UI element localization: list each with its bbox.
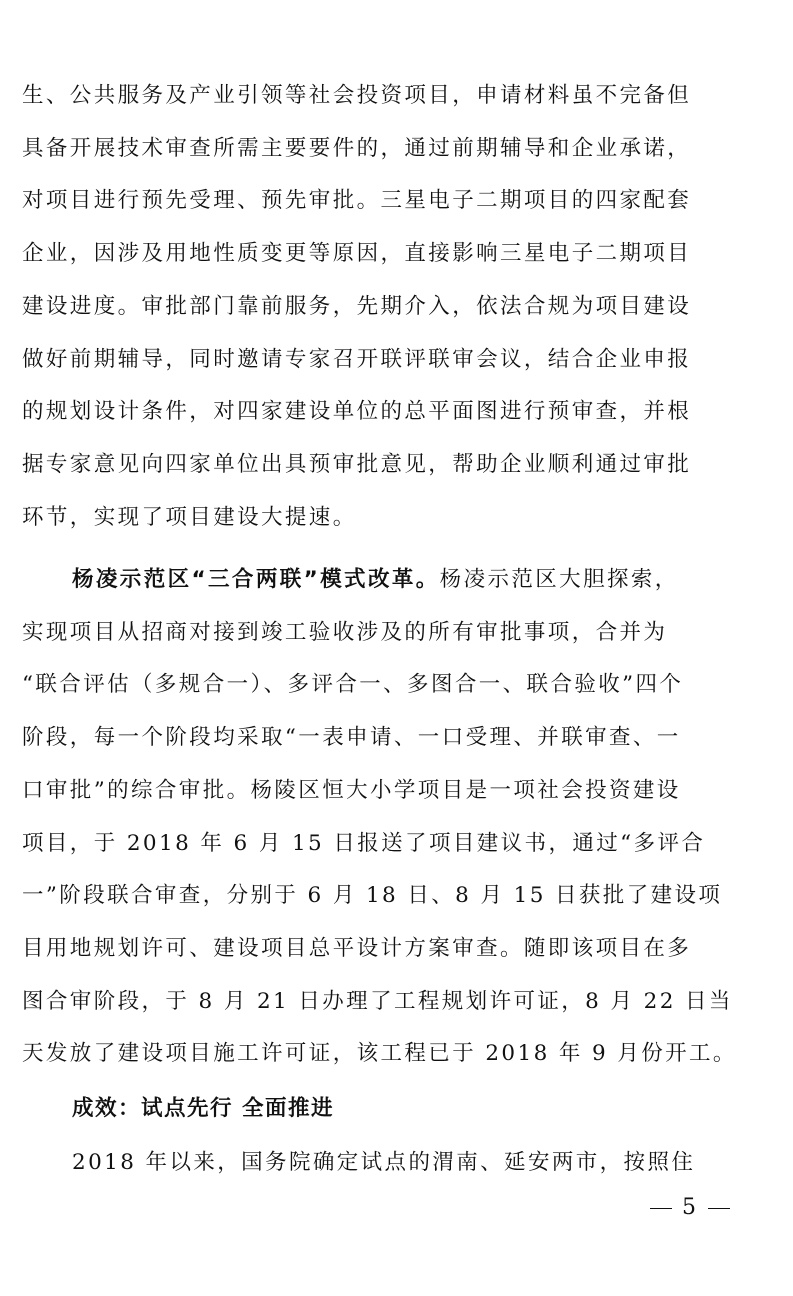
text-line: 阶段，每一个阶段均采取“一表申请、一口受理、并联审查、一 — [22, 725, 681, 751]
text-line: 具备开展技术审查所需主要要件的，通过前期辅导和企业承诺， — [22, 135, 692, 161]
text-line: 据专家意见向四家单位出具预审批意见，帮助企业顺利通过审批 — [22, 451, 692, 477]
text-line: 建设进度。审批部门靠前服务，先期介入，依法合规为项目建设 — [22, 293, 692, 319]
text-line: 天发放了建设项目施工许可证，该工程已于 2018 年 9 月份开工。 — [22, 1041, 737, 1067]
text-line: 口审批”的综合审批。杨陵区恒大小学项目是一项社会投资建设 — [22, 777, 681, 803]
paragraph-results — [22, 1137, 774, 1190]
text-line: “联合评估（多规合一）、多评合一、多图合一、联合验收”四个 — [22, 672, 684, 698]
text-line — [22, 554, 774, 607]
text-line: 2018 年以来，国务院确定试点的渭南、延安两市，按照住 — [72, 1150, 696, 1175]
page-number-dash-left — [650, 1208, 672, 1209]
text-line: 生、公共服务及产业引领等社会投资项目，申请材料虽不完备但 — [22, 83, 692, 108]
text-line: 一”阶段联合审查，分别于 6 月 18 日、8 月 15 日获批了建设项 — [22, 883, 723, 909]
text-line: 对项目进行预先受理、预先审批。三星电子二期项目的四家配套 — [22, 188, 692, 214]
text-line: 实现项目从招商对接到竣工验收涉及的所有审批事项，合并为 — [22, 619, 668, 645]
text-line: 环节，实现了项目建设大提速。 — [22, 504, 357, 530]
text-line: 项目，于 2018 年 6 月 15 日报送了项目建议书，通过“多评合 — [22, 830, 706, 856]
paragraph-lead: 杨凌示范区“三合两联”模式改革。 — [72, 567, 440, 592]
paragraph-approval-precheck — [22, 70, 774, 544]
page-number-dash-right — [708, 1208, 730, 1209]
text-line: 企业，因涉及用地性质变更等原因，直接影响三星电子二期项目 — [22, 241, 692, 267]
text-fragment: 杨凌示范区大胆探索， — [439, 567, 679, 592]
text-line: 图合审阶段，于 8 月 21 日办理了工程规划许可证，8 月 22 日当 — [22, 988, 733, 1014]
page-number — [640, 1195, 740, 1220]
section-heading: 成效：试点先行 全面推进 — [72, 1096, 334, 1121]
page-number-value: 5 — [682, 1195, 698, 1220]
text-line: 的规划设计条件，对四家建设单位的总平面图进行预审查，并根 — [22, 399, 692, 425]
text-line: 目用地规划许可、建设项目总平设计方案审查。随即该项目在多 — [22, 935, 692, 961]
paragraph-yangling-reform — [22, 554, 774, 1081]
text-line: 做好前期辅导，同时邀请专家召开联评联审会议，结合企业申报 — [22, 346, 692, 372]
